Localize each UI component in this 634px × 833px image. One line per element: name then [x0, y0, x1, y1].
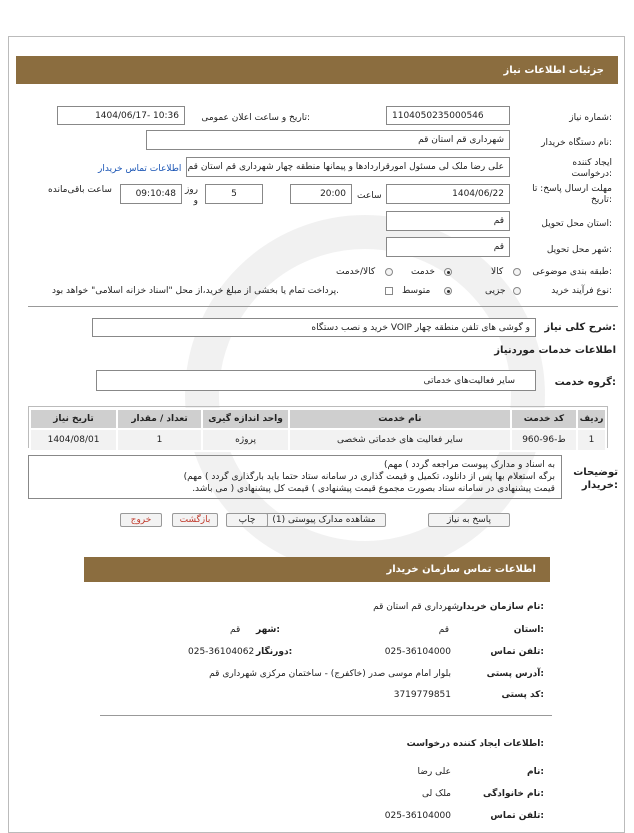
category-radio-goods[interactable] [513, 268, 521, 276]
announce-field[interactable]: 1404/06/17- 10:36 [57, 106, 185, 125]
org-label: نام سازمان خریدار: [457, 602, 544, 612]
notes-box [28, 455, 562, 499]
process-option-medium: متوسط [402, 286, 431, 296]
payment-note: پرداخت تمام یا بخشی از مبلغ خرید،از محل "اسناد خزانه اسلامی" خواهد بود. [52, 286, 340, 296]
contact-phone-label: تلفن تماس: [490, 647, 544, 657]
fax-label: دورنگار: [256, 647, 293, 657]
section-title: جزئیات اطلاعات نیاز [503, 64, 604, 76]
contact-province-value: قم [438, 625, 449, 635]
process-radio-medium[interactable] [444, 287, 452, 295]
category-label: طبقه بندی موضوعی: [532, 267, 612, 277]
creator-family-label: نام خانوادگی: [482, 789, 544, 799]
fax-value: 025-36104062 [188, 647, 255, 657]
process-option-small: جزیی [485, 286, 506, 296]
process-label: نوع فرآیند خرید: [551, 286, 612, 296]
need-number-label: شماره نیاز: [569, 113, 612, 123]
city-label: شهر محل تحویل: [546, 245, 612, 255]
contact-city-label: شهر: [256, 625, 280, 635]
cell-qty: 1 [117, 429, 202, 451]
category-option-goods: کالا [491, 267, 504, 277]
creator-phone-label: تلفن تماس: [490, 811, 544, 821]
attachments-button[interactable]: مشاهده مدارک پیوستی (1) [262, 513, 386, 527]
creator-name-label: نام: [527, 767, 544, 777]
notes-line: به اسناد و مدارک پیوست مراجعه گردد ) مهم) [383, 460, 555, 470]
separator [28, 306, 618, 307]
contact-province-label: استان: [513, 625, 544, 635]
time-label: ساعت [357, 191, 382, 201]
summary-label: شرح کلی نیاز: [544, 322, 616, 333]
contact-phone-value: 025-36104000 [384, 647, 451, 657]
notes-line: قیمت پیشنهادی در سامانه ستاد بصورت مجموع قیمت پیشنهادی ) قیمت کل پیشنهادی ( می باشد. [192, 484, 555, 494]
creator-section-title: اطلاعات ایجاد کننده درخواست: [406, 739, 544, 749]
treasury-checkbox[interactable] [385, 287, 393, 295]
print-button[interactable]: چاپ [226, 513, 268, 527]
reply-button[interactable]: پاسخ به نیاز [428, 513, 510, 527]
deadline-date-field[interactable]: 1404/06/22 [386, 184, 510, 204]
category-radio-both[interactable] [385, 268, 393, 276]
table-row [30, 429, 606, 451]
creator-name-value: علی رضا [417, 767, 451, 777]
service-group-field[interactable]: سایر فعالیت‌های خدماتی [96, 370, 536, 391]
deadline-label: مهلت ارسال پاسخ: تا تاریخ: [532, 184, 612, 205]
buyer-field[interactable]: شهرداری قم استان قم [146, 130, 510, 150]
province-field[interactable]: قم [386, 211, 510, 231]
col-name-header: نام خدمت [289, 409, 511, 429]
services-title: اطلاعات خدمات موردنیاز [494, 345, 616, 356]
back-button[interactable]: بازگشت [172, 513, 218, 527]
contact-section-header [84, 557, 550, 582]
postal-value: 3719779851 [393, 690, 451, 700]
address-label: آدرس پستی: [486, 669, 544, 679]
summary-field[interactable]: خرید و نصب دستگاه VOIP و گوشی های تلفن منطقه چهار [92, 318, 536, 337]
exit-button[interactable]: خروج [120, 513, 162, 527]
col-date-header: تاریخ نیاز [30, 409, 117, 429]
cell-code: ط-96-960 [511, 429, 577, 451]
org-value: شهرداری قم استان قم [373, 602, 459, 612]
category-option-both: کالا/خدمت [336, 267, 376, 277]
col-qty-header: تعداد / مقدار [117, 409, 202, 429]
contact-section-title: اطلاعات تماس سازمان خریدار [386, 564, 536, 575]
cell-unit: پروژه [202, 429, 289, 451]
category-radio-service[interactable] [444, 268, 452, 276]
days-field[interactable]: 5 [205, 184, 263, 204]
announce-label: تاریخ و ساعت اعلان عمومی: [201, 113, 310, 123]
address-value: بلوار امام موسی صدر (خاکفرج) - ساختمان مرکزی شهرداری قم [209, 669, 451, 679]
table-header-row [30, 409, 606, 429]
buyer-label: نام دستگاه خریدار: [541, 138, 612, 148]
cell-row: 1 [577, 429, 606, 451]
cell-name: سایر فعالیت های خدماتی شخصی [289, 429, 511, 451]
need-number-field[interactable]: 1104050235000546 [386, 106, 510, 125]
contact-info-link[interactable]: اطلاعات تماس خریدار [98, 164, 182, 174]
notes-line: برگه استعلام بها پس از دانلود، تکمیل و قیمت گذاری در سامانه ستاد حتما باید بارگذاری گردد ) مهم) [183, 472, 555, 482]
creator-label: ایجاد کننده درخواست: [571, 158, 612, 179]
col-row-header: ردیف [577, 409, 606, 429]
notes-label: توضیحات خریدار: [573, 467, 618, 491]
deadline-time-field[interactable]: 20:00 [290, 184, 352, 204]
city-field[interactable]: قم [386, 237, 510, 257]
remaining-label: ساعت باقی‌مانده [48, 185, 112, 195]
col-code-header: کد خدمت [511, 409, 577, 429]
services-table [29, 408, 607, 452]
col-unit-header: واحد اندازه گیری [202, 409, 289, 429]
remaining-field[interactable]: 09:10:48 [120, 184, 182, 204]
postal-label: کد پستی: [501, 690, 544, 700]
category-option-service: خدمت [411, 267, 435, 277]
creator-family-value: ملک لی [422, 789, 451, 799]
province-label: استان محل تحویل: [541, 219, 612, 229]
separator [100, 715, 552, 716]
cell-date: 1404/08/01 [30, 429, 117, 451]
service-group-label: گروه خدمت: [554, 377, 616, 388]
creator-phone-value: 025-36104000 [384, 811, 451, 821]
contact-city-value: قم [230, 625, 241, 635]
process-radio-small[interactable] [513, 287, 521, 295]
days-label: روز و [184, 185, 198, 206]
section-header [16, 56, 618, 84]
creator-field[interactable]: علی رضا ملک لی مسئول امورقراردادها و پیمانها منطقه چهار شهرداری قم استان قم [186, 157, 510, 177]
